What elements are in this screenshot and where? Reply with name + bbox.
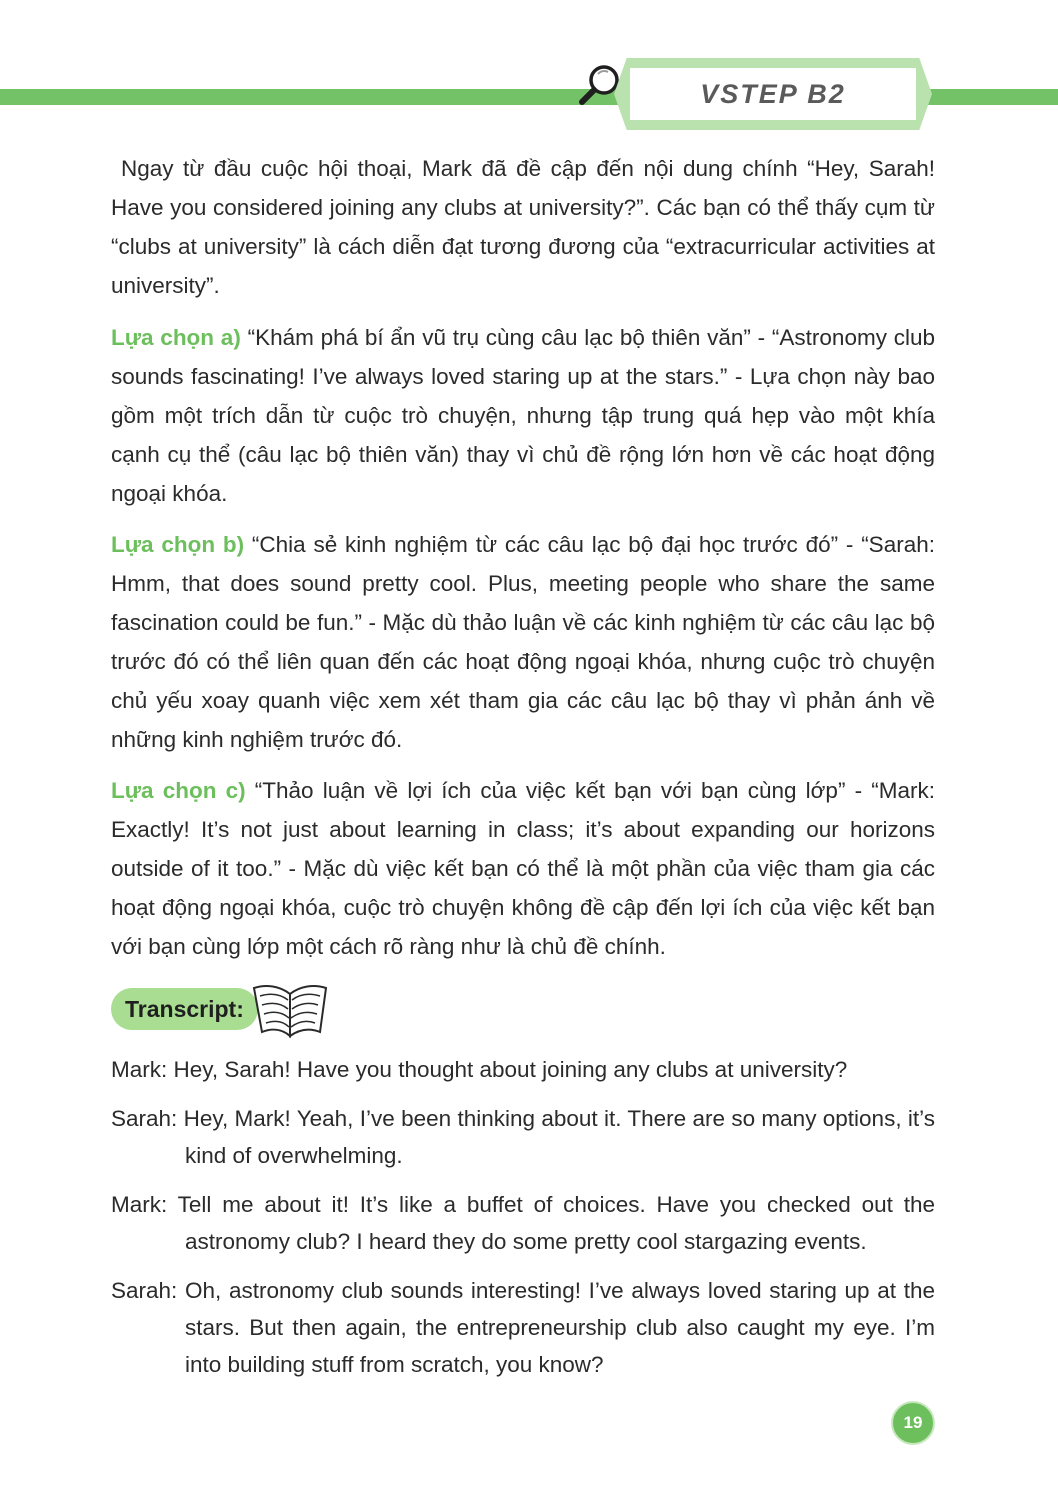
page-number: [891, 1401, 935, 1445]
transcript-body: [111, 1051, 935, 1395]
option-a-text: “Khám phá bí ẩn vũ trụ cùng câu lạc bộ thiên văn” - “Astronomy club sounds fascinating! I’ve always loved staring up at the stars.” - Lựa chọn này bao gồm một trích dẫn từ cuộc trò chuyện, nhưng tập trung quá hẹp vào một khía cạnh cụ thể (câu lạc bộ thiên văn) thay vì chủ đề rộng lớn hơn về các hoạt động ngoại khóa.: [111, 325, 935, 506]
magnifier-icon: [576, 62, 622, 108]
option-c-label: Lựa chọn c): [111, 778, 246, 803]
option-a-label: Lựa chọn a): [111, 325, 241, 350]
option-b-text: “Chia sẻ kinh nghiệm từ các câu lạc bộ đại học trước đó” - “Sarah: Hmm, that does sound pretty cool. Plus, meeting people who share the same fascination could be fun.” - Mặc dù thảo luận về các kinh nghiệm từ các câu lạc bộ trước đó có thể liên quan đến các hoạt động ngoại khóa, nhưng cuộc trò chuyện chủ yếu xoay quanh việc xem xét tham gia các câu lạc bộ thay vì phản ánh về những kinh nghiệm trước đó.: [111, 532, 935, 752]
intro-text: Ngay từ đầu cuộc hội thoại, Mark đã đề cập đến nội dung chính “Hey, Sarah! Have you considered joining any clubs at university?”. Các bạn có thể thấy cụm từ “clubs at university” là cách diễn đạt tương đương của “extracurricular activities at university”.: [111, 156, 935, 298]
option-c-paragraph: [111, 771, 935, 966]
section-badge-label: VSTEP B2: [700, 78, 846, 109]
option-c-text: “Thảo luận về lợi ích của việc kết bạn với bạn cùng lớp” - “Mark: Exactly! It’s not just about learning in class; it’s about expanding our horizons outside of it too.” - Mặc dù việc kết bạn có thể là một phần của việc tham gia các hoạt động ngoại khóa, cuộc trò chuyện không đề cập đến lợi ích của việc kết bạn với bạn cùng lớp một cách rõ ràng như là chủ đề chính.: [111, 778, 935, 959]
transcript-line: Sarah: Oh, astronomy club sounds interesting! I’ve always loved staring up at the stars. But then again, the entrepreneurship club also caught my eye. I’m into building stuff from scratch, you know?: [111, 1278, 935, 1377]
transcript-line: Sarah: Hey, Mark! Yeah, I’ve been thinking about it. There are so many options, it’s kind of overwhelming.: [111, 1106, 935, 1168]
open-book-icon: [250, 978, 330, 1040]
page-number-label: 19: [903, 1413, 923, 1432]
transcript-line: Mark: Hey, Sarah! Have you thought about joining any clubs at university?: [111, 1057, 848, 1082]
transcript-line: Mark: Tell me about it! It’s like a buffet of choices. Have you checked out the astronomy club? I heard they do some pretty cool stargazing events.: [111, 1192, 935, 1254]
section-badge-inner: [630, 68, 916, 120]
transcript-heading-label: Transcript:: [125, 995, 244, 1022]
intro-paragraph: [111, 149, 935, 305]
option-b-label: Lựa chọn b): [111, 532, 245, 557]
option-b-paragraph: [111, 525, 935, 759]
option-a-paragraph: [111, 318, 935, 513]
transcript-heading: [111, 988, 258, 1030]
